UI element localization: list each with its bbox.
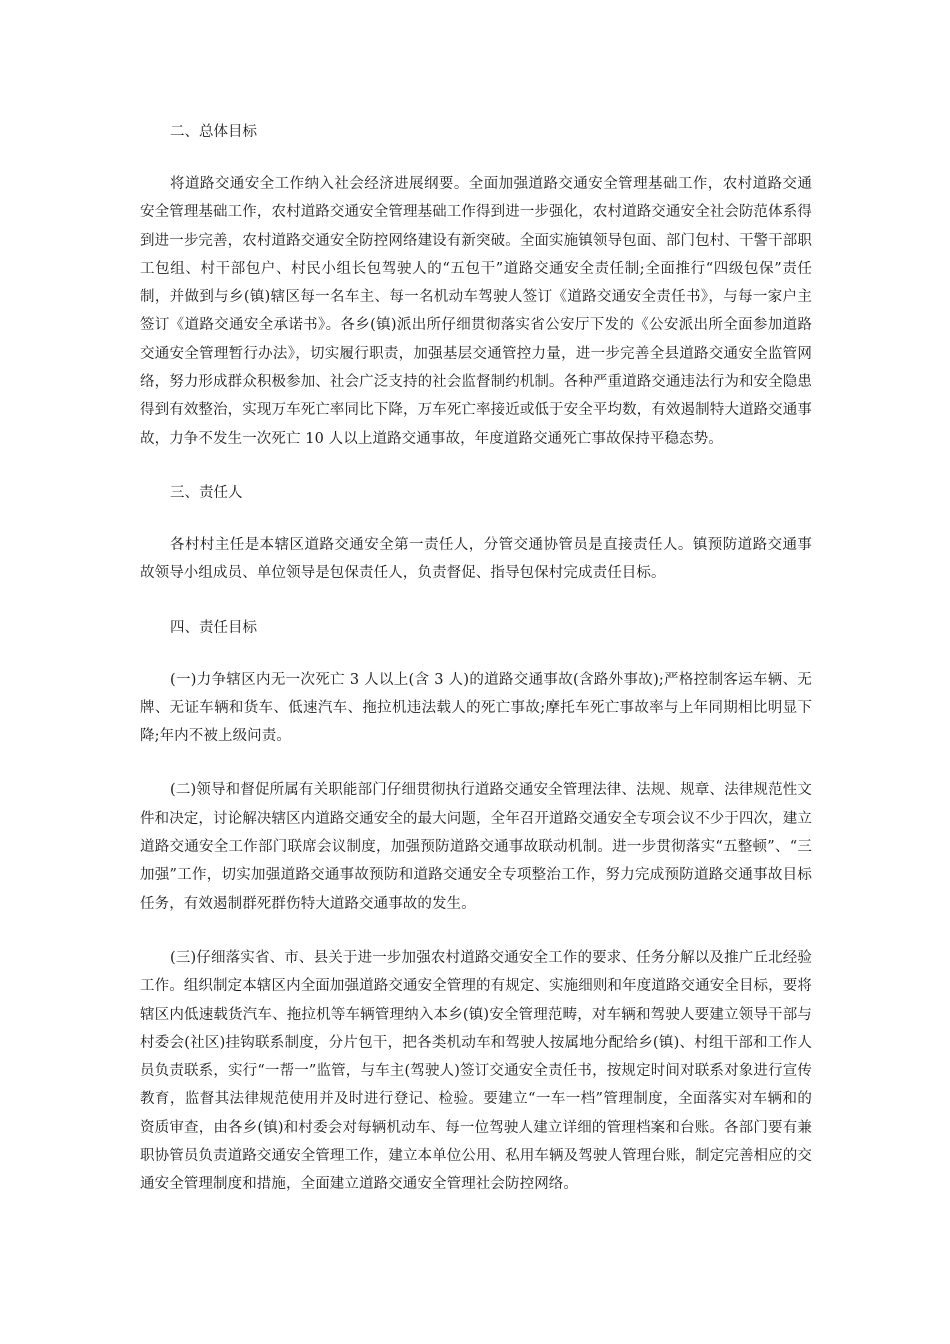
paragraph-target-1: (一)力争辖区内无一次死亡 3 人以上(含 3 人)的道路交通事故(含路外事故);严格控制客运车辆、无牌、无证车辆和货车、低速汽车、拖拉机违法载人的死亡事故;摩托车死亡事故率与上年同期相比明显下降;年内不被上级问责。	[140, 671, 812, 745]
document-page	[140, 118, 812, 1199]
section-heading-responsible-person: 三、责任人	[170, 484, 243, 501]
paragraph-target-3: (三)仔细落实省、市、县关于进一步加强农村道路交通安全工作的要求、任务分解以及推广丘北经验工作。组织制定本辖区内全面加强道路交通安全管理的有规定、实施细则和年度道路交通安全目标，要将辖区内低速载货汽车、拖拉机等车辆管理纳入本乡(镇)安全管理范畴，对车辆和驾驶人要建立领导干部与村委会(社区)挂钩联系制度，分片包干，把各类机动车和驾驶人按属地分配给乡(镇)、村组干部和工作人员负责联系，实行“一帮一”监管，与车主(驾驶人)签订交通安全责任书，按规定时间对联系对象进行宣传教育，监督其法律规范使用并及时进行登记、检验。要建立“一车一档”管理制度，全面落实对车辆和的资质审查，由各乡(镇)和村委会对每辆机动车、每一位驾驶人建立详细的管理档案和台账。各部门要有兼职协管员负责道路交通安全管理工作，建立本单位公用、私用车辆及驾驶人管理台账，制定完善相应的交通安全管理制度和措施，全面建立道路交通安全管理社会防控网络。	[140, 949, 812, 1193]
paragraph-responsible-person: 各村村主任是本辖区道路交通安全第一责任人，分管交通协管员是直接责任人。镇预防道路交通事故领导小组成员、单位领导是包保责任人，负责督促、指导包保村完成责任目标。	[140, 536, 812, 582]
section-heading-responsibility-targets: 四、责任目标	[170, 619, 257, 636]
section-heading-overall-goal: 二、总体目标	[170, 124, 257, 140]
paragraph-overall-goal: 将道路交通安全工作纳入社会经济进展纲要。全面加强道路交通安全管理基础工作，农村道路交通安全管理基础工作，农村道路交通安全管理基础工作得到进一步强化，农村道路交通安全社会防范体系得到进一步完善，农村道路交通安全防控网络建设有新突破。全面实施镇领导包面、部门包村、干警干部职工包组、村干部包户、村民小组长包驾驶人的“五包干”道路交通安全责任制;全面推行“四级包保”责任制，并做到与乡(镇)辖区每一名车主、每一名机动车驾驶人签订《道路交通安全责任书》，与每一家户主签订《道路交通安全承诺书》。各乡(镇)派出所仔细贯彻落实省公安厅下发的《公安派出所全面参加道路交通安全管理暂行办法》，切实履行职责，加强基层交通管控力量，进一步完善全县道路交通安全监管网络，努力形成群众积极参加、社会广泛支持的社会监督制约机制。各种严重道路交通违法行为和安全隐患得到有效整治，实现万车死亡率同比下降，万车死亡率接近或低于安全平均数，有效遏制特大道路交通事故，力争不发生一次死亡 10 人以上道路交通事故，年度道路交通死亡事故保持平稳态势。	[140, 176, 812, 447]
paragraph-target-2: (二)领导和督促所属有关职能部门仔细贯彻执行道路交通安全管理法律、法规、规章、法律规范性文件和决定，讨论解决辖区内道路交通安全的最大问题，全年召开道路交通安全专项会议不少于四次，建立道路交通安全工作部门联席会议制度，加强预防道路交通事故联动机制。进一步贯彻落实“五整顿”、“三加强”工作，切实加强道路交通事故预防和道路交通安全专项整治工作，努力完成预防道路交通事故目标任务，有效遏制群死群伤特大道路交通事故的发生。	[140, 782, 812, 912]
